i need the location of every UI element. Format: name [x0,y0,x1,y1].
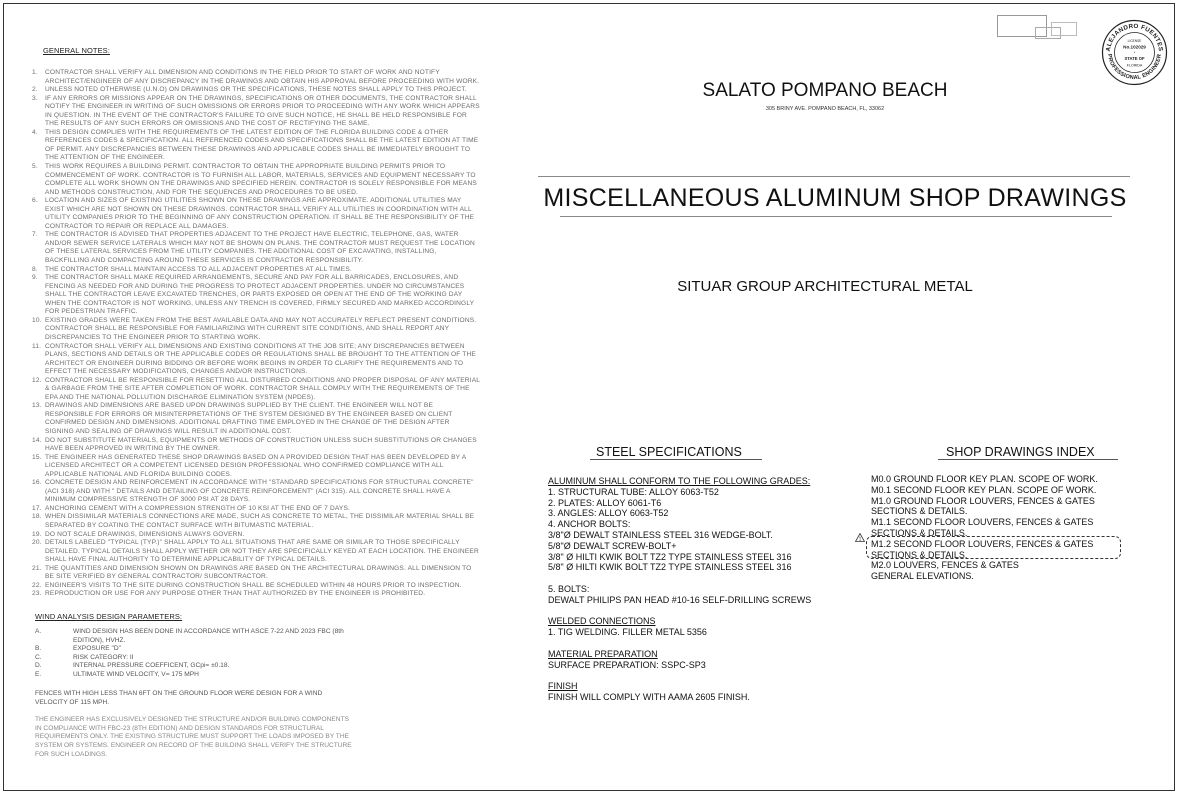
general-note-number: 19. [32,530,42,538]
svg-text:LICENSE: LICENSE [1127,39,1142,43]
project-name: SALATO POMPANO BEACH [702,80,948,101]
wind-parameters-list [35,628,355,680]
general-note-number: 3. [32,94,38,102]
general-note-text: IF ANY ERRORS OR MISSIONS APPEAR ON THE DRAWINGS, SPECIFICATIONS OR OTHER DOCUMENTS, THE CONTRACTOR SHALL NOTIFY THE ENGINEER IN WRITING OF SUCH OMISSIONS OR ERRORS PRIOR TO PROCEEDING WITH ANY WORK WHICH APPEARS IN QUESTION. IN THE EVENT OF THE CONTRACTOR'S FAILURE TO GIVE SUCH NOTICE, HE SHALL BE HELD RESPONSIBLE FOR THE RESULTS OF ANY SUCH ERRORS OR OMISSIONS AND THE COST OF RECTIFYING THE SAME. [45,94,480,128]
wind-parameter-text: ULTIMATE WIND VELOCITY, V= 175 MPH [73,670,199,678]
grade-item: 1. STRUCTURAL TUBE: ALLOY 6063-T52 [548,486,719,497]
general-note-text: DO NOT SCALE DRAWINGS, DIMENSIONS ALWAYS GOVERN. [45,530,245,538]
general-note-item [32,437,480,454]
grade-item: 5/8"Ø DEWALT SCREW-BOLT+ [548,540,677,551]
index-list [871,474,1121,582]
svg-text:STATE OF: STATE OF [1124,56,1145,61]
grades-list [548,487,848,573]
index-item: GENERAL ELEVATIONS. [871,571,974,582]
general-note-item [32,343,480,377]
grade-item: 4. ANCHOR BOLTS: [548,519,631,530]
general-note-text: THE CONTRACTOR IS ADVISED THAT PROPERTIES ADJACENT TO THE PROJECT HAVE ELECTRIC, TELEPHONE, GAS, WATER AND/OR SEWER SERVICE LATERALS WHICH MAY NOT BE SHOWN ON PLANS. THE CONTRACTOR MUST REQUEST THE LOCATION OF THESE LATERAL SERVICES FROM THE UTILITY COMPANIES. THE ADDITIONAL COST OF EXCAVATING, INSTALLING, BACKFILLING AND COMPACTING AROUND THESE SERVICES IS CONTRACTOR RESPONSIBILITY. [45,231,475,265]
engineer-seal [1101,19,1168,86]
general-note-number: 22. [32,581,42,589]
svg-text:*: * [1133,50,1136,55]
general-note-number: 21. [32,564,42,572]
wind-parameter-letter: E. [35,670,42,678]
welded-heading: WELDED CONNECTIONS [548,616,656,627]
svg-text:ALEJANDRO FUENTES: ALEJANDRO FUENTES [1104,22,1165,52]
wind-parameter-item [35,645,355,654]
general-note-item [32,531,480,540]
title-rule-bottom [560,216,1112,217]
general-note-text: UNLESS NOTED OTHERWISE (U.N.O) ON DRAWINGS OR THE SPECIFICATIONS, THESE NOTES SHALL APPLY TO THIS PROJECT. [45,86,467,94]
steel-specs-body [548,476,848,703]
general-note-item [32,479,480,505]
company-name: SITUAR GROUP ARCHITECTURAL METAL [677,278,973,295]
general-note-number: 11. [32,342,42,350]
general-note-item [32,402,480,436]
general-note-number: 23. [32,590,42,598]
index-underline [938,459,1118,460]
steel-specs-underline [590,459,762,460]
general-note-item [32,539,480,565]
index-item: SECTIONS & DETAILS. [871,549,968,560]
project-address: 305 BRINY AVE. POMPANO BEACH, FL, 33062 [765,106,885,112]
general-note-item [32,266,480,275]
general-note-text: THE ENGINEER HAS GENERATED THESE SHOP DRAWINGS BASED ON A PROVIDED DESIGN THAT HAS BEEN DEVELOPED BY A LICENSED ARCHITECT OR A COMPETENT LICENSED DESIGN PROFESSIONAL WHO CONFIRMED COMPLIANCE WITH ALL APPLICABLE NATIONAL AND FLORIDA BUILDING CODES. [45,453,466,478]
index-item: M0.1 SECOND FLOOR KEY PLAN. SCOPE OF WORK. [871,484,1097,495]
general-note-text: THIS WORK REQUIRES A BUILDING PERMIT. CONTRACTOR TO OBTAIN THE APPROPRIATE BUILDING PERMITS PRIOR TO COMMENCEMENT OF WORK. CONTRACTOR IS TO FURNISH ALL LABOR, MATERIALS, SERVICES AND EQUIPMENT NECESSARY TO COMPLETE ALL WORK SHOWN ON THE DRAWINGS AND SPECIFIED HEREIN. CONTRACTOR IS SOLELY RESPONSIBLE FOR MEANS AND METHODS CONSTRUCTION, AND FOR THE SEQUENCES AND PROCEDURES TO BE USED. [45,163,477,196]
general-note-item [32,377,480,403]
wind-parameter-item [35,654,355,663]
material-text: SURFACE PREPARATION: SSPC-SP3 [548,659,706,670]
general-note-text: DRAWINGS AND DIMENSIONS ARE BASED UPON DRAWINGS SUPPLIED BY THE CLIENT. THE ENGINEER WILL NOT BE RESPONSIBLE FOR ERRORS OR MISINTERPRETATIONS OF THE SYSTEM DESIGNED BY THE ENGINEER BASED ON CLIENT CONFIRMED DESIGN AND DIMENSIONS. ADDITIONAL DRAFTING TIME EMPLOYED IN THE CHANGE OF THE DESIGN AFTER SIGNING AND SEALING OF DRAWINGS WILL RESULT IN ADDITIONAL COST. [45,402,453,435]
bolts-heading: 5. BOLTS: [548,583,590,594]
finish-text: FINISH WILL COMPLY WITH AAMA 2605 FINISH. [548,691,750,702]
general-note-text: CONTRACTOR SHALL BE RESPONSIBLE FOR RESETTING ALL DISTURBED CONDITIONS AND PROPER DISPOSAL OF ANY MATERIAL & GARBAGE FROM THE SITE AFTER COMPLETION OF WORK. CONTRACTOR SHALL COMPLY WITH THE REQUIREMENTS OF THE EPA AND THE NATIONAL POLLUTION DISCHARGE ELIMINATION SYSTEM (NPDES). [45,376,480,401]
general-notes-title: GENERAL NOTES: [43,46,110,55]
general-note-number: 10. [32,316,42,324]
grade-item: 3. ANGLES: ALLOY 6063-T52 [548,508,669,519]
welded-text: 1. TIG WELDING. FILLER METAL 5356 [548,627,707,638]
general-note-text: THIS DESIGN COMPLIES WITH THE REQUIREMENTS OF THE LATEST EDITION OF THE FLORIDA BUILDING CODE & OTHER REFERENCES CODES & SPECIFICATION. ALL REFERENCED CODES AND SPECIFICATIONS SHALL BE THE LATEST EDITION AT TIME OF PERMIT. ANY DISCREPANCIES BETWEEN THESE DRAWINGS AND APPLICABLE CODES SHALL BE IMMEDIATELY BROUGHT TO THE ATTENTION OF THE ENGINEER. [45,128,479,162]
general-note-text: DO NOT SUBSTITUTE MATERIALS, EQUIPMENTS OR METHODS OF CONSTRUCTION UNLESS SUCH SUBSTITUTIONS OR CHANGES HAVE BEEN APPROVED IN WRITING BY THE OWNER. [45,436,477,453]
general-note-text: THE CONTRACTOR SHALL MAINTAIN ACCESS TO ALL ADJACENT PROPERTIES AT ALL TIMES. [45,265,352,273]
general-note-item [32,69,480,86]
general-note-item [32,95,480,129]
general-note-item [32,513,480,530]
grades-heading: ALUMINUM SHALL CONFORM TO THE FOLLOWING GRADES: [548,476,811,486]
svg-text:PROFESSIONAL ENGINEER: PROFESSIONAL ENGINEER [1105,53,1164,82]
wind-parameter-item [35,662,355,671]
general-note-item [32,317,480,343]
general-note-number: 17. [32,504,42,512]
wind-analysis-title: WIND ANALYSIS DESIGN PARAMETERS: [35,612,183,621]
general-note-number: 14. [32,436,42,444]
wind-parameter-text: WIND DESIGN HAS BEEN DONE IN ACCORDANCE WITH ASCE 7-22 AND 2023 FBC (8th EDITION), HVHZ. [73,628,344,644]
general-note-item [32,163,480,197]
svg-text:1: 1 [858,536,862,542]
general-note-item [32,231,480,265]
general-note-item [32,274,480,317]
general-note-number: 12. [32,376,42,384]
general-note-number: 4. [32,128,38,136]
grade-item: 3/8"Ø DEWALT STAINLESS STEEL 316 WEDGE-BOLT. [548,529,773,540]
general-note-item [32,454,480,480]
general-note-item [32,86,480,95]
steel-specs-title: STEEL SPECIFICATIONS [596,445,742,459]
stamp-small-box-2 [1051,22,1077,36]
general-note-number: 16. [32,479,42,487]
grade-item: 3/8" Ø HILTI KWIK BOLT TZ2 TYPE STAINLESS STEEL 316 [548,551,792,562]
wind-parameter-item [35,671,355,680]
grade-item: 2. PLATES: ALLOY 6061-T6 [548,497,662,508]
general-note-text: EXISTING GRADES WERE TAKEN FROM THE BEST AVAILABLE DATA AND MAY NOT ACCURATELY REFLECT PRESENT CONDITIONS. CONTRACTOR SHALL BE RESPONSIBLE FOR FAMILIARIZING WITH CURRENT SITE CONDITIONS, AND SHALL REPORT ANY DISCREPANCIES TO THE ENGINEER PRIOR TO STARTING WORK. [45,316,477,341]
general-note-number: 8. [32,265,38,273]
general-note-text: ENGINEER'S VISITS TO THE SITE DURING CONSTRUCTION SHALL BE SCHEDULED WITHIN 48 HOURS PRIOR TO INSPECTION. [45,581,462,589]
engineer-note: THE ENGINEER HAS EXCLUSIVELY DESIGNED THE STRUCTURE AND/OR BUILDING COMPONENTS IN COMPLIANCE WITH FBC-23 (8TH EDITION) AND DESIGN STANDARDS FOR STRUCTURAL REQUIREMENTS ONLY. THE EXISTING STRUCTURE MUST SUPPORT THE LOADS IMPOSED BY THE SYSTEM OR SYSTEMS. ENGINEER ON RECORD OF THE BUILDING SHALL VERIFY THE STRUCTURE FOR SUCH LOADINGS. [35,716,352,758]
general-note-number: 20. [32,539,42,547]
index-item: SECTIONS & DETAILS. [871,506,968,517]
wind-parameter-letter: B. [35,645,42,653]
wind-parameter-text: EXPOSURE "D" [73,645,121,653]
finish-heading: FINISH [548,681,578,692]
index-item: M1.1 SECOND FLOOR LOUVERS, FENCES & GATES [871,517,1094,528]
general-note-text: LOCATION AND SIZES OF EXISTING UTILITIES SHOWN ON THESE DRAWINGS ARE APPROXIMATE. ADDITIONAL UTILITIES MAY EXIST WHICH ARE NOT SHOWN ON THESE DRAWINGS. CONTRACTOR SHALL VERIFY ALL UTILITIES IN COORDINATION WITH ALL UTILITY COMPANIES PRIOR TO THE BEGINNING OF ANY CONSTRUCTION OPERATION. IT SHALL BE THE RESPONSIBILITY OF THE CONTRACTOR TO REPAIR OR REPLACE ALL DAMAGES. [45,197,475,230]
general-note-item [32,565,480,582]
wind-parameter-text: RISK CATEGORY: II [73,653,134,661]
general-note-number: 9. [32,274,38,282]
general-note-item [32,197,480,231]
general-note-text: CONCRETE DESIGN AND REINFORCEMENT IN ACCORDANCE WITH "STANDARD SPECIFICATIONS FOR STRUCTURAL CONCRETE" (ACI 318) AND WITH " DETAILS AND DETAILING OF CONCRETE REINFORCEMENT" (ACI 315). ALL CONCRETE SHALL HAVE A MINIMUM COMPRESSIVE STRENGTH OF 3000 PSI AT 28 DAYS. [45,479,474,504]
general-note-text: DETAILS LABELED "TYPICAL (TYP.)" SHALL APPLY TO ALL SITUATIONS THAT ARE SAME OR SIMILAR TO THOSE SPECIFICALLY DETAILED. TYPICAL DETAILS SHALL APPLY WETHER OR NOT THEY ARE SPECIFICALLY KEYED AT EACH LOCATION. THE ENGINEER SHALL HAVE FINAL AUTHORITY TO DETERMINE APPLICABILITY OF TYPICAL DETAILS. [45,539,479,564]
general-note-number: 1. [32,69,38,76]
general-note-text: WHEN DISSIMILAR MATERIALS CONNECTIONS ARE MADE, SUCH AS CONCRETE TO METAL, THE DISSIMILAR MATERIAL SHALL BE SEPARATED BY COATING THE CONTACT SURFACE WITH BITUMASTIC MATERIAL. [45,513,475,529]
revision-cloud [866,536,1121,559]
wind-parameter-text: INTERNAL PRESSURE COEFFICENT, GCpi= ±0.18. [73,662,230,670]
index-item: M1.0 GROUND FLOOR LOUVERS, FENCES & GATES [871,495,1095,506]
general-note-text: THE QUANTITIES AND DIMENSION SHOWN ON DRAWINGS ARE BASED ON THE ARCHITECTURAL DRAWINGS. ALL DIMENSION TO BE SITE VERIFIED BY GENERAL CONTRACTOR/ SUBCONTRACTOR. [45,564,472,581]
general-note-number: 6. [32,197,38,205]
general-note-number: 15. [32,453,42,461]
wind-parameter-letter: A. [35,628,42,635]
general-note-text: THE CONTRACTOR SHALL MAKE REQUIRED ARRANGEMENTS, SECURE AND PAY FOR ALL BARRICADES, ENCLOSURES, AND FENCING AS NEEDED FOR AND DURING THE PROGRESS TO PROTECT ADJACENT PROPERTIES. UNDER NO CIRCUMSTANCES SHALL THE CONTRACTOR LEAVE EXCAVATED TRENCHES, OR PARTS EXPOSED OR OPEN AT THE END OF THE WORKING DAY WHEN THE CONTRACTOR IS NOT WORKING, UNLESS ANY TRENCH IS COVERED, FIRMLY SECURED AND MARKED ACCORDINGLY FOR PEDESTRIAN TRAFFIC. [45,274,475,316]
fences-note: FENCES WITH HIGH LESS THAN 6FT ON THE GROUND FLOOR WERE DESIGN FOR A WIND VELOCITY OF 115 MPH. [35,690,323,706]
general-note-text: REPRODUCTION OR USE FOR ANY PURPOSE OTHER THAN THAT AUTHORIZED BY THE ENGINEER IS PROHIBITED. [45,590,426,598]
index-item: M2.0 LOUVERS, FENCES & GATES [871,560,1019,571]
general-note-number: 7. [32,231,38,239]
general-note-text: CONTRACTOR SHALL VERIFY ALL DIMENSIONS AND EXISTING CONDITIONS AT THE JOB SITE; ANY DISCREPANCIES BETWEEN PLANS, SECTIONS AND DETAILS OR THE APPLICABLE CODES OR REGULATIONS SHALL BE BROUGHT TO THE ATTENTION OF THE ARCHITECT OR ENGINEER DURING BIDDING OR BEFORE WORK BEGINS IN ORDER TO CLARIFY THE REQUIREMENTS AND TO EFFECT THE NECESSARY MODIFICATIONS, CHANGES AND/OR INSTRUCTIONS. [45,342,476,376]
general-note-text: CONTRACTOR SHALL VERIFY ALL DIMENSION AND CONDITIONS IN THE FIELD PRIOR TO START OF WORK AND NOTIFY ARCHITECT/ENGINEER OF ANY DISCREPANCY IN THE DRAWINGS AND OBTAIN HIS APPROVAL BEFORE PROCEEDING WITH WORK. [45,69,480,85]
index-item: SECTIONS & DETAILS. [871,527,968,538]
grade-item: 5/8" Ø HILTI KWIK BOLT TZ2 TYPE STAINLESS STEEL 316 [548,562,792,573]
general-note-number: 18. [32,513,42,521]
general-note-number: 2. [32,86,38,94]
title-rule-top [538,176,1130,177]
revision-triangle-icon [855,533,865,544]
wind-parameter-letter: C. [35,653,42,661]
wind-parameter-letter: D. [35,662,42,670]
index-item: M1.2 SECOND FLOOR LOUVERS, FENCES & GATES [871,538,1094,549]
general-note-text: ANCHORING CEMENT WITH A COMPRESSION STRENGTH OF 10 KSI AT THE END OF 7 DAYS. [45,504,350,512]
svg-text:FLORIDA: FLORIDA [1126,63,1143,68]
general-notes-list [32,69,480,599]
index-title: SHOP DRAWINGS INDEX [946,445,1095,459]
general-note-item [32,590,480,599]
general-note-number: 5. [32,163,38,171]
bolts-text: DEWALT PHILIPS PAN HEAD #10-16 SELF-DRILLING SCREWS [548,594,812,605]
index-item: M0.0 GROUND FLOOR KEY PLAN. SCOPE OF WORK. [871,474,1098,484]
svg-text:No.102029: No.102029 [1123,44,1146,50]
wind-parameter-item [35,628,355,645]
material-heading: MATERIAL PREPARATION [548,648,658,659]
drawing-title: MISCELLANEOUS ALUMINUM SHOP DRAWINGS [543,184,1127,212]
general-note-item [32,582,480,591]
general-note-item [32,505,480,514]
general-note-number: 13. [32,402,42,410]
general-note-item [32,129,480,163]
